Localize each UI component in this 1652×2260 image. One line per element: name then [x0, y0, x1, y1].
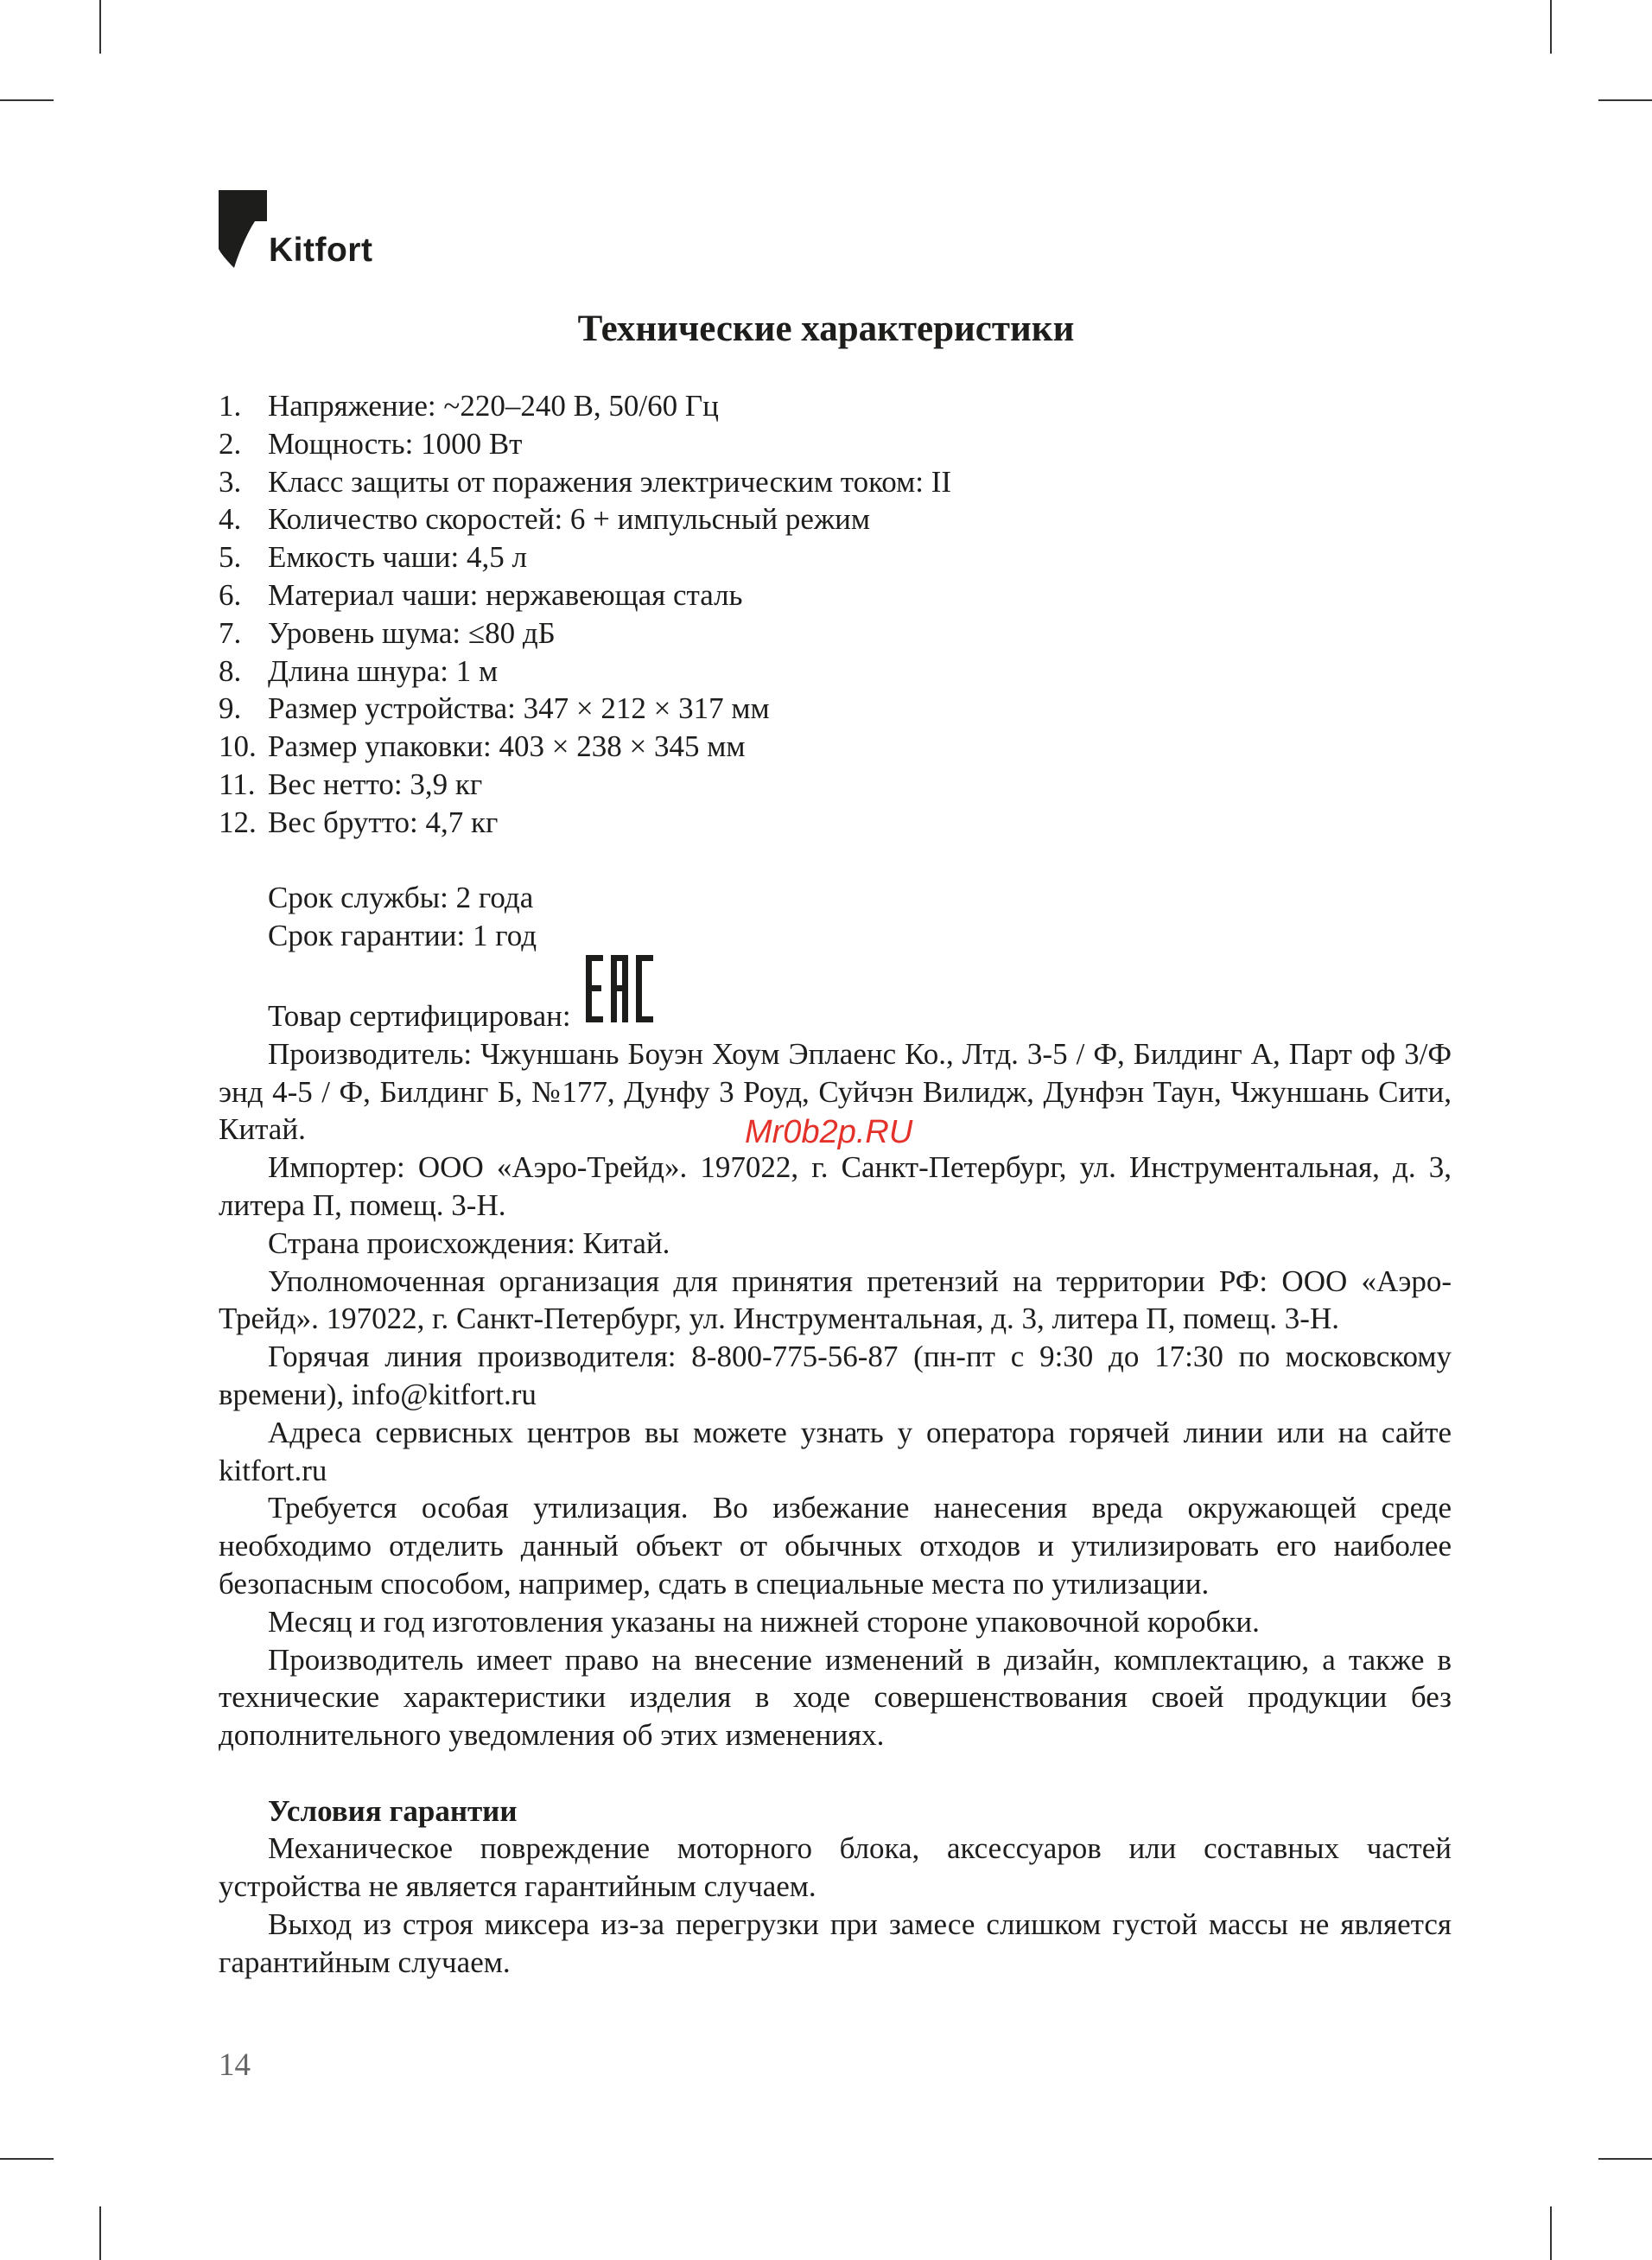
spec-item	[219, 766, 1452, 804]
crop-mark	[1598, 99, 1652, 101]
spec-item	[219, 500, 1452, 538]
spec-list	[219, 387, 1452, 842]
watermark: Mr0b2p.RU	[745, 1114, 913, 1150]
spec-number: 2.	[219, 426, 242, 461]
service-centers-info: Адреса сервисных центров вы можете узнать у оператора горячей линии или на сайте kitfort.ru	[219, 1415, 1452, 1487]
crop-mark	[0, 2158, 54, 2160]
spec-item	[219, 576, 1452, 614]
crop-mark	[1550, 0, 1552, 54]
warranty-heading: Условия гарантии	[268, 1793, 518, 1828]
spec-text: Материал чаши: нержавеющая сталь	[268, 577, 743, 612]
spec-item	[219, 728, 1452, 766]
eac-mark-icon	[586, 955, 653, 1032]
spec-number: 3.	[219, 464, 242, 499]
origin-country: Страна происхождения: Китай.	[268, 1225, 670, 1260]
crop-mark	[99, 0, 101, 54]
crop-mark	[99, 2206, 101, 2260]
spec-number: 1.	[219, 389, 242, 423]
spec-number: 11.	[219, 767, 256, 801]
spec-item	[219, 387, 1452, 425]
spec-text: Размер устройства: 347 × 212 × 317 мм	[268, 691, 770, 726]
spec-text: Количество скоростей: 6 + импульсный режим	[268, 502, 871, 537]
page-title: Технические характеристики	[577, 309, 1075, 349]
warranty-paragraph: Механическое повреждение моторного блока, аксессуаров или составных частей устройства не является гарантийным случаем.	[219, 1831, 1452, 1904]
spec-text: Напряжение: ~220–240 В, 50/60 Гц	[268, 389, 719, 423]
authorized-organization: Уполномоченная организация для принятия претензий на территории РФ: ООО «Аэро-Трейд». 197022, г. Санкт-Петербург, ул. Инструментальная, д. 3, литера П, помещ. 3-Н.	[219, 1264, 1452, 1336]
spacer	[219, 1754, 1452, 1792]
spec-text: Емкость чаши: 4,5 л	[268, 540, 527, 575]
spec-number: 9.	[219, 691, 242, 726]
spec-item	[219, 804, 1452, 842]
spec-number: 12.	[219, 805, 257, 839]
document-body	[219, 387, 1452, 1982]
service-life: Срок службы: 2 года	[268, 881, 534, 915]
spec-text: Вес нетто: 3,9 кг	[268, 767, 483, 801]
spec-number: 10.	[219, 729, 257, 764]
warranty-paragraph: Выход из строя миксера из-за перегрузки при замесе слишком густой массы не является гарантийным случаем.	[219, 1907, 1452, 1979]
spec-item	[219, 690, 1452, 728]
brand-logo-icon	[219, 190, 267, 270]
brand-name: Kitfort	[269, 232, 373, 269]
certified-label: Товар сертифицирован:	[268, 998, 571, 1033]
spec-item	[219, 425, 1452, 463]
spec-text: Длина шнура: 1 м	[268, 653, 499, 688]
hotline-info: Горячая линия производителя: 8-800-775-56-87 (пн-пт с 9:30 до 17:30 по московскому времени), info@kitfort.ru	[219, 1340, 1452, 1411]
page-number: 14	[219, 2047, 251, 2083]
spec-text: Мощность: 1000 Вт	[268, 426, 523, 461]
changes-notice: Производитель имеет право на внесение изменений в дизайн, комплектацию, а также в технические характеристики изделия в ходе совершенствования своей продукции без дополнительного уведомления об этих изменениях.	[219, 1642, 1452, 1753]
spec-number: 5.	[219, 540, 242, 575]
spec-number: 7.	[219, 615, 242, 650]
spec-item	[219, 614, 1452, 653]
certification-line	[219, 955, 1452, 1035]
spec-item	[219, 653, 1452, 691]
disposal-info: Требуется особая утилизация. Во избежание нанесения вреда окружающей среде необходимо отделить данный объект от обычных отходов и утилизировать его наиболее безопасным способом, например, сдать в специальные места по утилизации.	[219, 1491, 1452, 1601]
warranty-term: Срок гарантии: 1 год	[268, 919, 537, 953]
crop-mark	[0, 99, 54, 101]
brand-logo	[219, 190, 391, 272]
spec-text: Класс защиты от поражения электрическим током: II	[268, 464, 952, 499]
spec-item	[219, 538, 1452, 576]
manufacturer-info: Производитель: Чжуншань Боуэн Хоум Эплаенс Ко., Лтд. 3-5 / Ф, Билдинг А, Парт оф 3/Ф энд 4-5 / Ф, Билдинг Б, №177, Дунфу 3 Роуд, Суйчэн Вилидж, Дунфэн Таун, Чжуншань Сити, Китай.	[219, 1036, 1452, 1147]
eac-logo	[586, 955, 653, 1022]
spec-number: 4.	[219, 502, 242, 537]
spec-text: Вес брутто: 4,7 кг	[268, 805, 499, 839]
spec-number: 8.	[219, 653, 242, 688]
importer-info: Импортер: ООО «Аэро-Трейд». 197022, г. Санкт-Петербург, ул. Инструментальная, д. 3, литера П, помещ. 3-Н.	[219, 1150, 1452, 1222]
spec-text: Размер упаковки: 403 × 238 × 345 мм	[268, 729, 746, 764]
crop-mark	[1598, 2158, 1652, 2160]
crop-mark	[1550, 2206, 1552, 2260]
spec-number: 6.	[219, 577, 242, 612]
spec-text: Уровень шума: ≤80 дБ	[268, 615, 556, 650]
spec-item	[219, 463, 1452, 501]
manufacture-date-info: Месяц и год изготовления указаны на нижней стороне упаковочной коробки.	[268, 1604, 1260, 1639]
